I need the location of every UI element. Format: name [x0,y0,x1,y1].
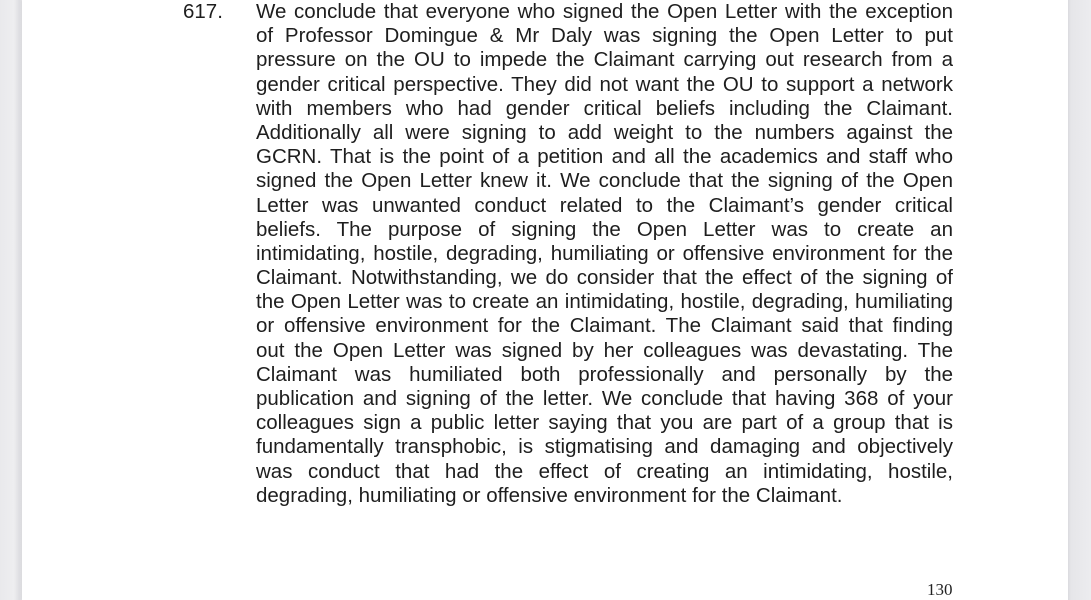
text-line: intimidating, hostile, degrading, humiliating or offensive environment for the [256,241,953,265]
page-number: 130 [927,580,953,599]
text-line: Claimant was humiliated both professionally and personally by the [256,362,953,386]
text-line: Claimant. Notwithstanding, we do consider that the effect of the signing of [256,266,953,290]
text-line: of Professor Domingue & Mr Daly was signing the Open Letter to put [256,24,953,48]
paragraph-number: 617. [183,0,223,23]
text-line: with members who had gender critical beliefs including the Claimant. [256,96,953,120]
text-line: the Open Letter was to create an intimidating, hostile, degrading, humiliating [256,290,953,314]
text-line: colleagues sign a public letter saying that you are part of a group that is [256,411,953,435]
viewer-gutter [1068,0,1091,600]
text-line: signed the Open Letter knew it. We conclude that the signing of the Open [256,169,953,193]
text-line: GCRN. That is the point of a petition and all the academics and staff who [256,145,953,169]
text-line: Additionally all were signing to add weight to the numbers against the [256,120,953,144]
text-line: gender critical perspective. They did not want the OU to support a network [256,72,953,96]
text-line: We conclude that everyone who signed the Open Letter with the exception [256,0,953,23]
text-line: publication and signing of the letter. We conclude that having 368 of your [256,387,953,410]
text-line: pressure on the OU to impede the Claimant carrying out research from a [256,48,953,72]
text-line: out the Open Letter was signed by her colleagues was devastating. The [256,338,953,362]
text-line: fundamentally transphobic, is stigmatising and damaging and objectively [256,435,953,459]
text-line: was conduct that had the effect of creating an intimidating, hostile, [256,459,953,483]
paragraph-text [256,0,953,508]
text-line: beliefs. The purpose of signing the Open Letter was to create an [256,217,953,241]
text-line: Letter was unwanted conduct related to the Claimant’s gender critical [256,193,953,217]
text-line: degrading, humiliating or offensive environment for the Claimant. [256,483,843,507]
document-page [22,0,1068,600]
text-line: or offensive environment for the Claimant. The Claimant said that finding [256,314,953,338]
